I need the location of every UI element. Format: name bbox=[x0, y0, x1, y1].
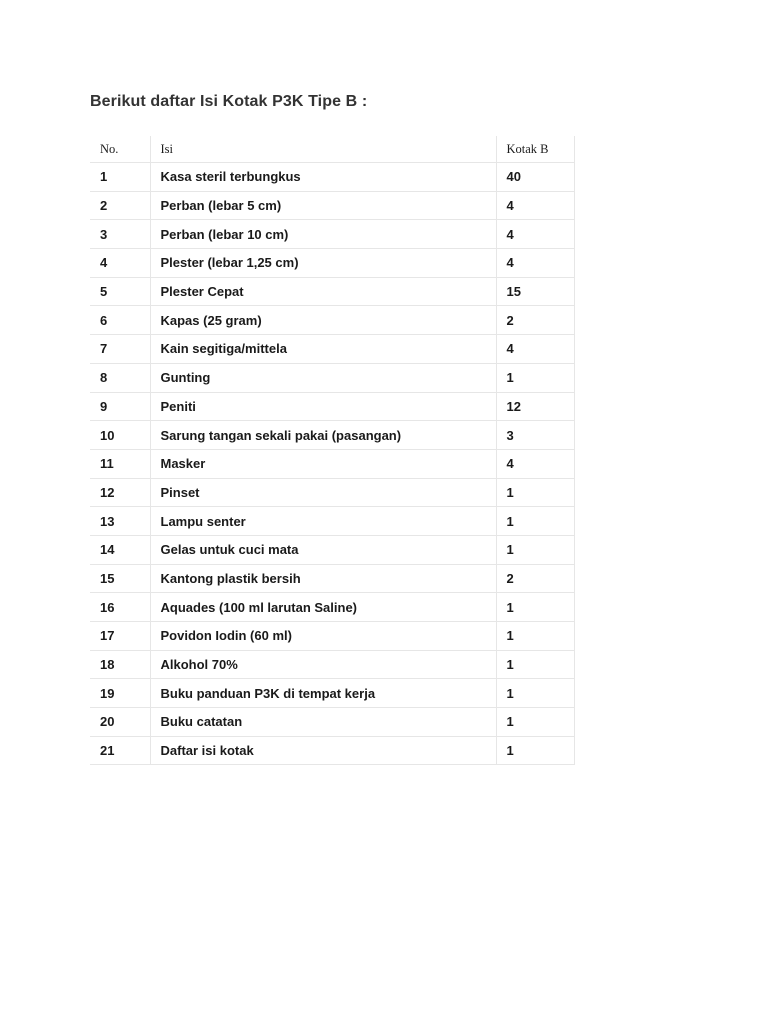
cell-no: 16 bbox=[90, 593, 150, 622]
column-header-isi: Isi bbox=[150, 136, 496, 163]
table-row bbox=[90, 679, 574, 708]
cell-kotak-b: 1 bbox=[496, 478, 574, 507]
table-row bbox=[90, 535, 574, 564]
cell-isi: Buku catatan bbox=[150, 708, 496, 737]
page-title: Berikut daftar Isi Kotak P3K Tipe B : bbox=[90, 93, 368, 110]
cell-kotak-b: 4 bbox=[496, 335, 574, 364]
cell-no: 17 bbox=[90, 622, 150, 651]
cell-kotak-b: 4 bbox=[496, 449, 574, 478]
cell-kotak-b: 4 bbox=[496, 191, 574, 220]
cell-kotak-b: 1 bbox=[496, 650, 574, 679]
cell-no: 4 bbox=[90, 249, 150, 278]
cell-kotak-b: 1 bbox=[496, 507, 574, 536]
table-row bbox=[90, 507, 574, 536]
column-header-kotak-b: Kotak B bbox=[496, 136, 574, 163]
cell-isi: Plester Cepat bbox=[150, 277, 496, 306]
cell-isi: Lampu senter bbox=[150, 507, 496, 536]
cell-no: 21 bbox=[90, 736, 150, 765]
cell-no: 20 bbox=[90, 708, 150, 737]
cell-kotak-b: 12 bbox=[496, 392, 574, 421]
cell-no: 2 bbox=[90, 191, 150, 220]
cell-no: 19 bbox=[90, 679, 150, 708]
cell-kotak-b: 1 bbox=[496, 363, 574, 392]
cell-no: 12 bbox=[90, 478, 150, 507]
cell-isi: Perban (lebar 5 cm) bbox=[150, 191, 496, 220]
cell-kotak-b: 1 bbox=[496, 535, 574, 564]
cell-isi: Masker bbox=[150, 449, 496, 478]
column-header-no: No. bbox=[90, 136, 150, 163]
table-row bbox=[90, 449, 574, 478]
table-row bbox=[90, 708, 574, 737]
cell-kotak-b: 40 bbox=[496, 163, 574, 192]
table-row bbox=[90, 421, 574, 450]
table-row bbox=[90, 564, 574, 593]
cell-isi: Daftar isi kotak bbox=[150, 736, 496, 765]
cell-no: 10 bbox=[90, 421, 150, 450]
table-row bbox=[90, 650, 574, 679]
table-header bbox=[90, 136, 574, 163]
cell-kotak-b: 2 bbox=[496, 306, 574, 335]
table-row bbox=[90, 593, 574, 622]
cell-kotak-b: 1 bbox=[496, 736, 574, 765]
table-row bbox=[90, 249, 574, 278]
cell-no: 9 bbox=[90, 392, 150, 421]
cell-isi: Gunting bbox=[150, 363, 496, 392]
cell-kotak-b: 1 bbox=[496, 679, 574, 708]
cell-isi: Povidon Iodin (60 ml) bbox=[150, 622, 496, 651]
cell-isi: Aquades (100 ml larutan Saline) bbox=[150, 593, 496, 622]
cell-isi: Gelas untuk cuci mata bbox=[150, 535, 496, 564]
table-row bbox=[90, 220, 574, 249]
cell-no: 18 bbox=[90, 650, 150, 679]
cell-no: 1 bbox=[90, 163, 150, 192]
cell-no: 6 bbox=[90, 306, 150, 335]
cell-no: 5 bbox=[90, 277, 150, 306]
cell-kotak-b: 4 bbox=[496, 220, 574, 249]
cell-isi: Sarung tangan sekali pakai (pasangan) bbox=[150, 421, 496, 450]
table-row bbox=[90, 392, 574, 421]
cell-no: 13 bbox=[90, 507, 150, 536]
cell-isi: Kasa steril terbungkus bbox=[150, 163, 496, 192]
cell-kotak-b: 3 bbox=[496, 421, 574, 450]
table-header-row bbox=[90, 136, 574, 163]
table-row bbox=[90, 191, 574, 220]
cell-kotak-b: 1 bbox=[496, 593, 574, 622]
cell-isi: Buku panduan P3K di tempat kerja bbox=[150, 679, 496, 708]
cell-isi: Alkohol 70% bbox=[150, 650, 496, 679]
cell-isi: Plester (lebar 1,25 cm) bbox=[150, 249, 496, 278]
cell-kotak-b: 2 bbox=[496, 564, 574, 593]
cell-no: 3 bbox=[90, 220, 150, 249]
cell-isi: Perban (lebar 10 cm) bbox=[150, 220, 496, 249]
table-row bbox=[90, 335, 574, 364]
cell-no: 7 bbox=[90, 335, 150, 364]
table-row bbox=[90, 306, 574, 335]
cell-no: 8 bbox=[90, 363, 150, 392]
cell-kotak-b: 1 bbox=[496, 708, 574, 737]
cell-kotak-b: 1 bbox=[496, 622, 574, 651]
table-row bbox=[90, 736, 574, 765]
table-row bbox=[90, 277, 574, 306]
cell-no: 15 bbox=[90, 564, 150, 593]
cell-kotak-b: 4 bbox=[496, 249, 574, 278]
cell-isi: Kapas (25 gram) bbox=[150, 306, 496, 335]
cell-isi: Peniti bbox=[150, 392, 496, 421]
cell-no: 11 bbox=[90, 449, 150, 478]
table-row bbox=[90, 622, 574, 651]
cell-isi: Kantong plastik bersih bbox=[150, 564, 496, 593]
table-row bbox=[90, 478, 574, 507]
table-row bbox=[90, 363, 574, 392]
cell-isi: Pinset bbox=[150, 478, 496, 507]
cell-kotak-b: 15 bbox=[496, 277, 574, 306]
cell-no: 14 bbox=[90, 535, 150, 564]
table-body bbox=[90, 163, 574, 765]
cell-isi: Kain segitiga/mittela bbox=[150, 335, 496, 364]
table-row bbox=[90, 163, 574, 192]
first-aid-kit-table bbox=[90, 136, 575, 765]
